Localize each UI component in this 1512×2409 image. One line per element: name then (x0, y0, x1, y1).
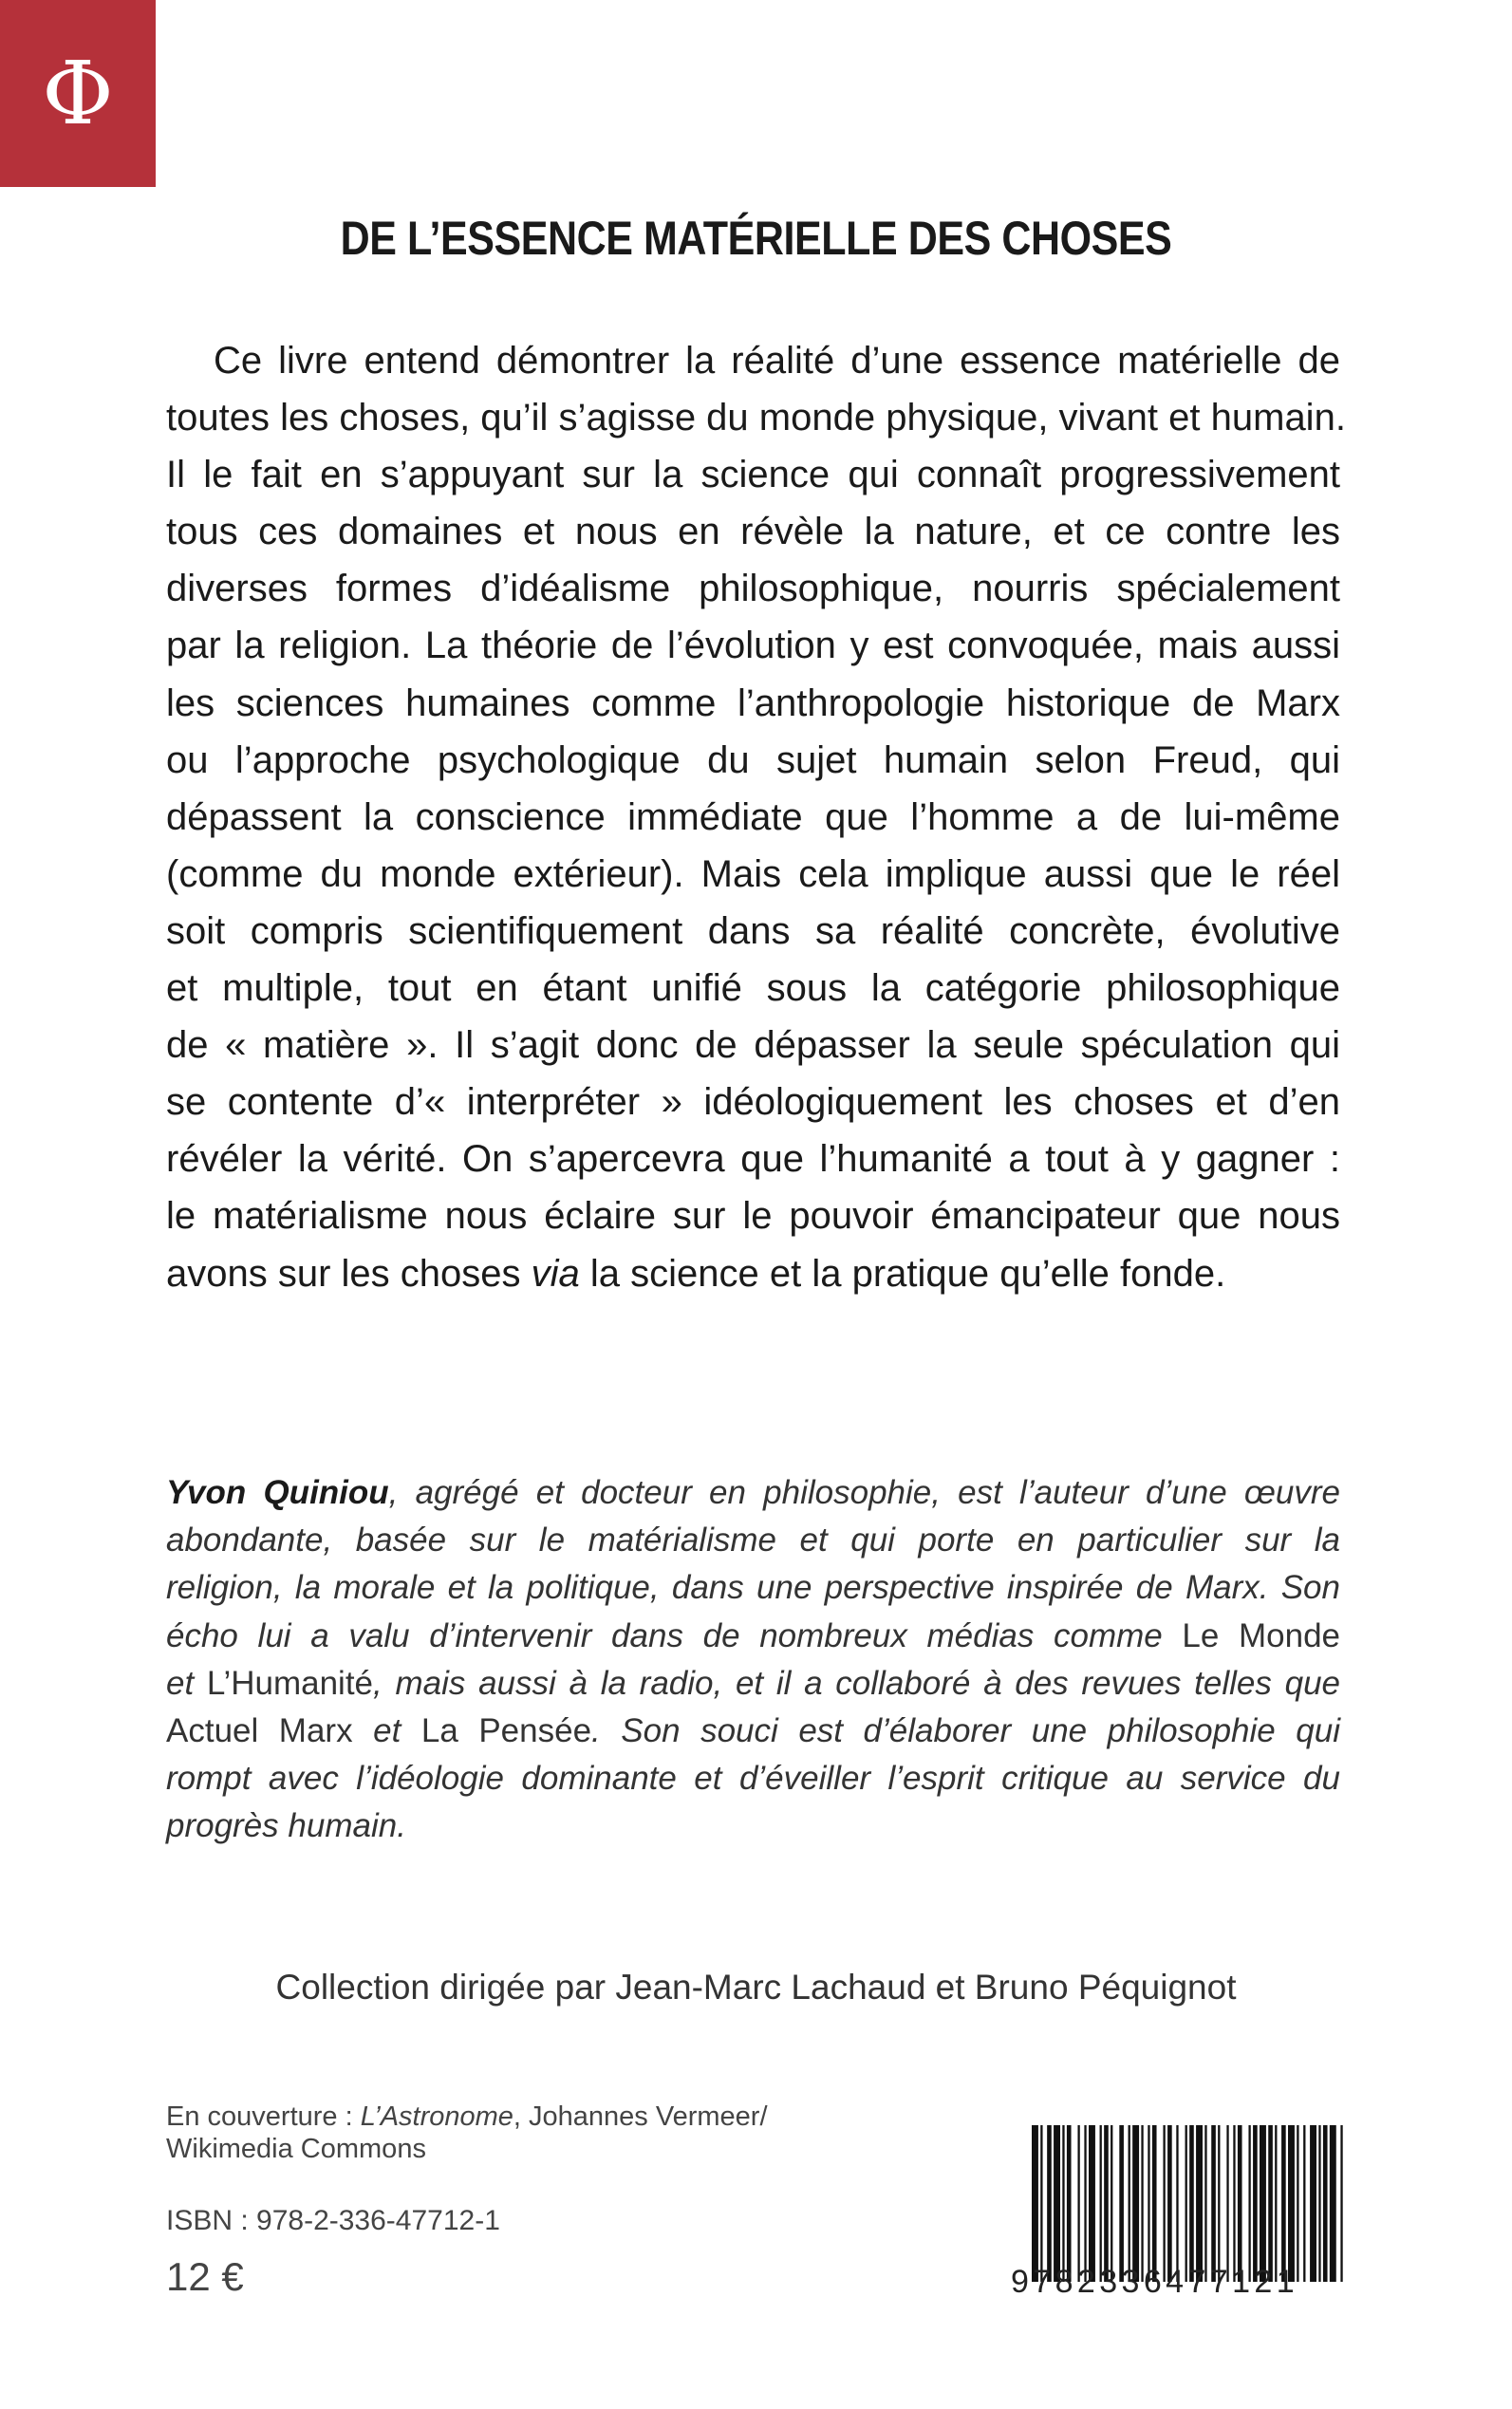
barcode-bar (1189, 2125, 1194, 2282)
bio-line (166, 1660, 1340, 1708)
isbn-text: ISBN : 978-2-336-47712-1 (166, 2205, 500, 2236)
barcode-bar (1119, 2125, 1124, 2282)
barcode-bar (1032, 2125, 1038, 2282)
blurb-line-last (166, 1245, 1340, 1302)
credit-source: Wikimedia Commons (166, 2134, 426, 2164)
blurb-line: Il le fait en s’appuyant sur la science qui connaît progressivement (166, 454, 1340, 496)
barcode-bar (1303, 2125, 1305, 2282)
barcode-bar (1152, 2125, 1157, 2282)
barcode-bar (1248, 2125, 1250, 2282)
blurb-line: de « matière ». Il s’agit donc de dépasser la seule spéculation qui (166, 1024, 1340, 1067)
barcode-bar (1129, 2125, 1130, 2282)
barcode-bar (1310, 2125, 1316, 2282)
blurb-line: diverses formes d’idéalisme philosophique, nourris spécialement (166, 568, 1340, 610)
barcode-bar (1260, 2125, 1266, 2282)
barcode-bar (1047, 2125, 1052, 2282)
barcode-bar (1253, 2125, 1258, 2282)
collection-note: Collection dirigée par Jean-Marc Lachaud et Bruno Péquignot (275, 1968, 1237, 2007)
bio-text: , mais aussi à la radio, et il a collaboré à des revues telles que (373, 1664, 1341, 1702)
barcode-bar (1084, 2125, 1086, 2282)
blurb-italic-word: via (531, 1252, 580, 1295)
book-blurb (166, 332, 1346, 1302)
author-bio (166, 1469, 1340, 1851)
barcode-bar (1218, 2125, 1220, 2282)
barcode-bar (1054, 2125, 1060, 2282)
bio-text: . Son souci est d’élaborer une philosophie qui (591, 1712, 1340, 1750)
bio-text: et (166, 1664, 207, 1702)
barcode-bar (1062, 2125, 1064, 2282)
bio-line (166, 1708, 1340, 1755)
barcode-bar (1176, 2125, 1178, 2282)
barcode-bar (1323, 2125, 1328, 2282)
barcode-bar (1167, 2125, 1172, 2282)
blurb-line: tous ces domaines et nous en révèle la nature, et ce contre les (166, 511, 1340, 553)
barcode-bar (1148, 2125, 1149, 2282)
barcode-digits: 9782336477121 (1011, 2264, 1299, 2300)
barcode-bar (1100, 2125, 1102, 2282)
blurb-line: se contente d’« interpréter » idéologiquement les choses et d’en (166, 1081, 1340, 1124)
bio-text: écho lui a valu d’intervenir dans de nombreux médias comme (166, 1616, 1183, 1654)
blurb-line: par la religion. La théorie de l’évolution y est convoquée, mais aussi (166, 625, 1340, 667)
phi-logo-icon: Φ (42, 42, 114, 144)
bio-line: religion, la morale et la politique, dans une perspective inspirée de Marx. Son (166, 1569, 1340, 1607)
credit-prefix: En couverture : (166, 2101, 361, 2132)
blurb-line: le matérialisme nous éclaire sur le pouvoir émancipateur que nous (166, 1195, 1340, 1238)
barcode-bar (1040, 2125, 1042, 2282)
blurb-line: toutes les choses, qu’il s’agisse du monde physique, vivant et humain. (166, 397, 1346, 439)
cover-credit (166, 2101, 768, 2165)
bio-text: , agrégé et docteur en philosophie, est l’auteur d’une œuvre (388, 1474, 1340, 1511)
bio-text: et (352, 1712, 421, 1750)
barcode-bar (1077, 2125, 1079, 2282)
barcode-bar (1238, 2125, 1242, 2282)
blurb-line: (comme du monde extérieur). Mais cela implique aussi que le réel (166, 852, 1340, 895)
media-title: Le Monde (1182, 1616, 1340, 1654)
bio-line: progrès humain. (166, 1807, 406, 1845)
bio-line (166, 1613, 1340, 1660)
barcode-bar (1185, 2125, 1187, 2282)
barcode-bar (1104, 2125, 1109, 2282)
blurb-line: dépassent la conscience immédiate que l’homme a de lui-même (166, 795, 1340, 838)
barcode-bar (1111, 2125, 1112, 2282)
barcode-bar (1318, 2125, 1320, 2282)
barcode-bar (1196, 2125, 1203, 2282)
bio-line (166, 1469, 1340, 1517)
artwork-title: L’Astronome (360, 2101, 513, 2132)
price-text: 12 € (166, 2254, 244, 2299)
bio-line: rompt avec l’idéologie dominante et d’éveiller l’esprit critique au service du (166, 1760, 1340, 1798)
barcode-bar (1288, 2125, 1295, 2282)
blurb-text: la science et la pratique qu’elle fonde. (579, 1252, 1226, 1295)
blurb-line: les sciences humaines comme l’anthropologie historique de Marx (166, 682, 1340, 724)
barcode-bar (1132, 2125, 1139, 2282)
barcode-bar (1297, 2125, 1298, 2282)
blurb-text: avons sur les choses (166, 1252, 532, 1295)
blurb-line: ou l’approche psychologique du sujet humain selon Freud, qui (166, 738, 1340, 781)
barcode-bar (1211, 2125, 1216, 2282)
barcode-bar (1268, 2125, 1273, 2282)
blurb-line: révéler la vérité. On s’apercevra que l’humanité a tout à y gagner : (166, 1138, 1340, 1181)
barcode-icon (1032, 2125, 1345, 2282)
bio-line: abondante, basée sur le matérialisme et qui porte en particulier sur la (166, 1522, 1340, 1559)
barcode-bar (1275, 2125, 1277, 2282)
barcode-bar (1089, 2125, 1095, 2282)
barcode-bar (1163, 2125, 1165, 2282)
barcode-bar (1141, 2125, 1143, 2282)
blurb-line: soit compris scientifiquement dans sa réalité concrète, évolutive (166, 909, 1340, 952)
barcode-bar (1330, 2125, 1336, 2282)
publisher-logo (0, 0, 156, 187)
book-title: DE L’ESSENCE MATÉRIELLE DES CHOSES (340, 212, 1172, 265)
barcode-bar (1233, 2125, 1235, 2282)
blurb-line: Ce livre entend démontrer la réalité d’une essence matérielle de (214, 340, 1340, 382)
blurb-line: et multiple, tout en étant unifié sous la catégorie philosophique (166, 967, 1340, 1010)
credit-artist: , Johannes Vermeer/ (513, 2101, 768, 2132)
author-name: Yvon Quiniou (166, 1474, 389, 1511)
journal-title: Actuel Marx (166, 1712, 353, 1750)
journal-title: La Pensée (420, 1712, 592, 1750)
barcode-bar (1281, 2125, 1286, 2282)
media-title: L’Humanité (206, 1664, 374, 1702)
barcode-bar (1340, 2125, 1342, 2282)
barcode-bar (1067, 2125, 1072, 2282)
barcode-bar (1226, 2125, 1228, 2282)
barcode-bar (1204, 2125, 1206, 2282)
